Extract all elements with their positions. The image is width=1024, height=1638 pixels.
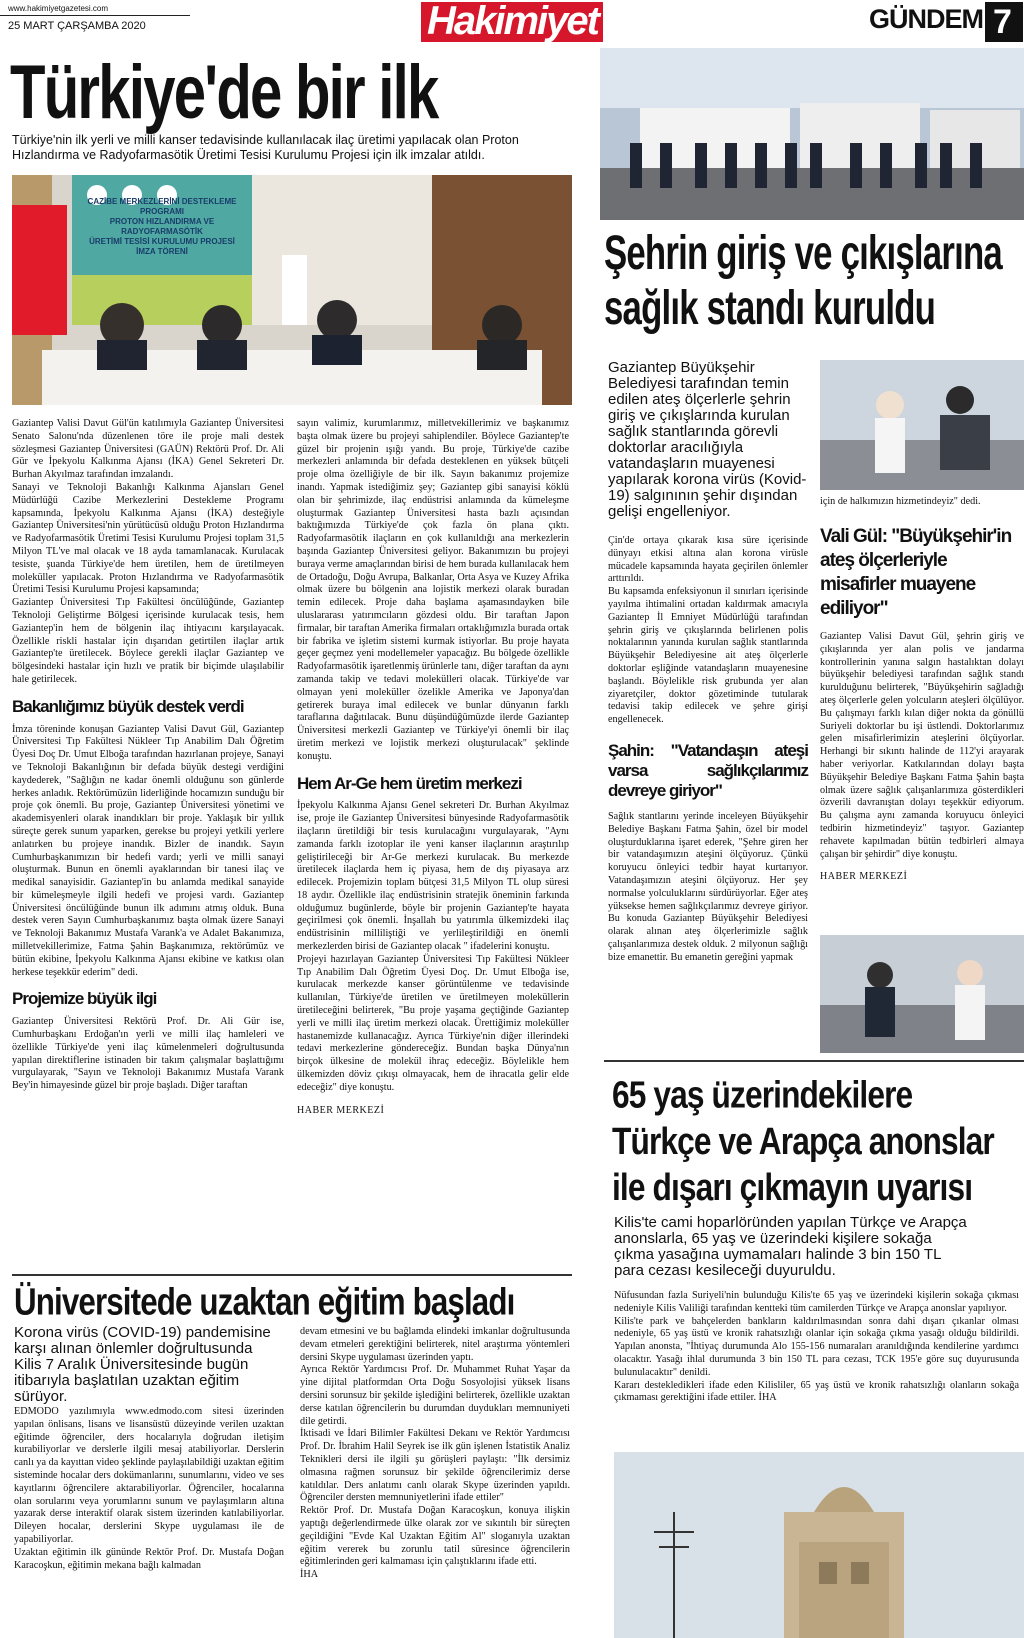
article1-photo [12, 175, 572, 405]
mosque-minaret-illustration [614, 1452, 1024, 1638]
article2-photo-bottom [820, 935, 1024, 1053]
article2-headline: Şehrin giriş ve çıkışlarına sağlık standı kuruldu [604, 226, 1002, 335]
photo-banner: CAZİBE MERKEZLERİNİ DESTEKLEME PROGRAMI PROTON HIZLANDIRMA VE RADYOFARMASÖTİK ÜRETİMİ TESİSİ KURULUMU PROJESİ İMZA TÖRENİ [87, 197, 237, 256]
page-number: 7 [993, 3, 1011, 41]
article1-subhead3: Hem Ar-Ge hem üretim merkezi [297, 773, 522, 793]
health-stand-group-illustration [600, 48, 1024, 220]
page-number-box [985, 2, 1023, 42]
article1-signature: HABER MERKEZİ [297, 1104, 385, 1116]
issue-date: 25 MART ÇARŞAMBA 2020 [8, 20, 146, 32]
section-name: GÜNDEM [869, 4, 983, 34]
article1-subhead1: Bakanlığımız büyük destek verdi [12, 696, 244, 716]
article-divider-right [604, 1060, 1024, 1062]
article2-subhead2: Vali Gül: "Büyükşehir'in ateş ölçerleriyle misafirler muayene ediliyor" [820, 526, 1012, 619]
article3-body: Nüfusundan fazla Suriyeli'nin bulunduğu Kilis'te 65 yaş ve üzerindeki kişilerin sokağa çıkması nedeniyle Kilis Valiliği tarafından kentteki tüm camilerden Türkçe ve Arapça anonslar yapılıyor. Kilis'te park ve bahçelerden bankların kaldırılmasından sonra dahi dışarı çıkanlar olması nedeniyle, 65 yaş üstü ve kronik rahatsızlığı olanlar için sokağa çıkma yasağı olduğu bildirildi. Yapılan anonsta, "İhtiyaç durumunda Alo 155-156 numaraları aranıldığında kendilerine yardımcı olacaktır. Yasağı ihlal durumunda 3 bin 150 TL para cezası, TCK 195'e göre suç duyurusunda bulunulacaktır" denildi. Kararı destekledikleri ifade eden Kilisliler, 65 yaş üstü ve kronik rahatsızlığı olanların sokağa çıkmaması gerektiğini ifade ettiler. İHA [614, 1290, 1019, 1404]
article4-column1: EDMODO yazılımıyla www.edmodo.com sitesi üzerinden yapılan önlisans, lisans ve lisansüstü düzeyinde verilen uzaktan eğitimde öğrenciler, ders hocalarıyla doğrudan iletişim kurabiliyorlar ve derslerle ilgili mesaj atabiliyorlar. Derslerin canlı ya da kayıttan video şeklinde paylaşılabildiği uzaktan eğitim sisteminde hocalar ders dokümanlarını, sunumlarını, video ve ses kayıtlarını öğrencilere aktarabiliyorlar. Öğrenciler, hocalarına olan sorularını veya yorumlarını sunum ve paylaşımların altına yazarak derse interaktif olarak sistem üzerinden katılabiliyorlar. Dileyen hocalar, derslerini Skype uygulaması ile de yapabiliyorlar. Uzaktan eğitimin ilk gününde Rektör Prof. Dr. Mustafa Doğan Karacoşkun, eğitimin mekana bağlı kalmadan [14, 1406, 284, 1571]
article2-photo-side [820, 360, 1024, 490]
article-divider [12, 1274, 572, 1276]
article1-lead: Türkiye'nin ilk yerli ve milli kanser tedavisinde kullanılacak ilaç üretimi yapılacak olan Proton Hızlandırma ve Radyofarmasötik Üretimi Tesisi Kurulumu Projesi için ilk imzalar atıldı. [12, 133, 519, 162]
article2-subhead1: Şahin: "Vatandaşın ateşi varsa sağlıkçılarımız devreye giriyor" [608, 740, 808, 800]
article3-lead: Kilis'te cami hoparlöründen yapılan Türkçe ve Arapça anonslarla, 65 yaş ve üzerindeki kişilere sokağa çıkma yasağına uymamaları halinde 3 bin 150 TL para cezası kesileceği duyuruldu. [614, 1214, 967, 1279]
article2-column2: Vali Gül: "Büyükşehir'in ateş ölçerleriyle misafirler muayene ediliyor" Gaziantep Valisi Davut Gül, şehrin giriş ve çıkışlarında yer alan polis ve jandarma kontrollerinin yanına salgın hastalıktan dolayı büyükşehir belediyesi tarafından sağlık standı kurulduğunu belirterek, "Büyükşehirin sağladığı ateş ölçerlerle gelen yolcuların ateşleri ölçülüyor. Bu çalışmayı farklı kılan diğer nokta da gönüllü Suriyeli doktorlar bu işi üstlendi. Doktorlarımız gelen misafirlerimizin ateşlerini ölçüyorlar. Herhangi bir sıkıntı halinde de 112'yi arayarak haber veriyorlar. Katkılarından dolayı başta Büyükşehir Belediye Başkanı Fatma Şahin başta olmak üzere sağlık çalışanlarımıza gösterdikleri özverili davranıştan dolayı teşekkür ediyorum. Bu çalışma aynı zamanda koruyucu önleyici tedbirin hizmetindeyiz" taşıyor. Gaziantep rehavete kapılmadan bütün tedbirleri almaya çalışan bir şehirdir" diye konuştu. HABER MERKEZİ [820, 526, 1024, 883]
article4-headline: Üniversitede uzaktan eğitim başladı [14, 1280, 515, 1324]
article1-column2: sayın valimiz, kurumlarımız, milletvekillerimiz ve başkanımız başta olmak üzere bu projeyi sahiplendiler. Böylece Gaziantep'te güzel bir projenin ışığı yandı. Bu proje, Türkiye'de cazibe merkezleri anlamında bir defada desteklenen en yüksek bütçeli proje olma özelliğiyle de bir ilk. Sayın bakanımız projemize inandı. Yapmak istediğimiz şey; Gaziantep gibi sanayisi köklü olan bir şehrimizde, ilaç endüstrisi anlamında da kümeleşme oluşturmak Gaziantep Üniversitesi hasta bazlı açısından baktığımızda Türkiye'de çok fazla ön plana çıktı. Radyofarmasötik ilaçların en çok kullanıldığı ana merkezlerin başında Gaziantep Üniversitesi geliyor. Bakanımızın bu projeyi buraya verme amaçlarından birisi de hem burada kullanılacak hem de Ortadoğu, Doğu Avrupa, Balkanlar, Orta Asya ve Kuzey Afrika olmak üzere bu bölgenin ana lojistik merkezi olarak buradan temin edilecek. Proje daha başlama aşamasındayken bile uluslararası yatırımcıların gözdesi oldu. Bir taraftan Japon firmalar, bir taraftan Amerika firmaları ortaklığımızla burada ortak bir fabrika ve işletim sistemi kurmak istiyorlar. Bu proje hayata geçer geçmez yeni modellemeler yapacağız. Bu bölgede özellikle Radyofarmasötik işaretlenmiş ürünlerle tanı, diğer taraftan da aynı zamanda takip ve tedavi molekülleri olacak. Türkiye'de var olmayan yeni moleküller özelikle Amerika ve Japonya'dan getirerek buraya imal edilecek ve bunlar dünyanın farklı taraflarına dağıtılacak. Bunu düşündüğümüzde ilerde Gaziantep Üniversitesi merkezli Gaziantep ve Türkiye'yi önemli bir ilaç üretim merkezi ve lojistik merkezi oluşturulacak" şeklinde konuştu. Hem Ar-Ge hem üretim merkezi İpekyolu Kalkınma Ajansı Genel sekreteri Dr. Burhan Akyılmaz ise, proje ile Gaziantep Üniversitesi bünyesinde Radyofarmasötik ilaçların üretildiği bir tesis kurulacağını vurgulayarak, "Aynı zamanda farklı izotoplar ile yeni kanser ilaçlarının araştırılıp geliştirileceği bir Ar-Ge merkezi kurulacak. Bu merkezde üretilecek ilaçlarda hem iç piyasa, hem de dış piyasaya arz edilecek. Projemizin toplam bütçesi 31,5 Milyon TL olup süresi 18 aydır. Özellikle ilaç endüstrisinin stratejik öneminin farkında olduğumuz bugünlerde, böyle bir projenin Gaziantep'te hayata geçirilmesi çok önemli. İnşallah bu yatırımla ülkemizdeki ilaç endüstrisinin milliliştiği ve yerlileştirildiği en önemli merkezlerden birisi de Gaziantep olacak " ifadelerini konuştu. Projeyi hazırlayan Gaziantep Üniversitesi Tıp Fakültesi Nükleer Tıp Anabilim Dalı Öğretim Üyesi Doç. Dr. Umut Elboğa ise, kurulacak merkezde kanser görüntülenme ve tedavisinde kullanılan, Türkiye'de üretilen ve üretilmeyen moleküllerin üretileceğini belirterek, "Bu proje yaşama geçtiğinde Gaziantep yerli ve milli ilaç üretim merkezi olacak. Ürettiğimiz moleküller hastanemizde kullanacağız. Ayrıca Türkiye'nin diğer illerindeki tedavi merkezlerine göndereceğiz. Bundan başka Dünya'nın birçok ülkesine de molekül ihraç edeceğiz. Böylelikle hem ülkemizden döviz çıkışı olmayacak, hem de ihracatla gelir elde edeceğiz" diye konuştu. HABER MERKEZİ [297, 418, 569, 1116]
article2-lead: Gaziantep Büyükşehir Belediyesi tarafından temin edilen ateş ölçerlerle şehrin giriş ve çıkışlarında kurulan sağlık stantlarında görevli doktorlar aracılığıyla vatandaşların muayenesi yapılarak korona virüs (Kovid-19) salgınının şehir dışından gelişi engelleniyor. [608, 359, 807, 520]
article3-photo [614, 1452, 1024, 1638]
article2-photo-caption: için de halkımızın hizmetindeyiz" dedi. [820, 496, 981, 507]
article1-subhead2: Projemize büyük ilgi [12, 989, 157, 1009]
newspaper-logo: Hakimiyet [427, 0, 598, 43]
article1-column1: Gaziantep Valisi Davut Gül'ün katılımıyla Gaziantep Üniversitesi Senato Salonu'nda düzenlenen töre ile proje mali destek sözleşmesi Gaziantep Üniversitesi (GAÜN) Rektörü Prof. Dr. Ali Gür ve İpekyolu Kalkınma Ajansı (İKA) Genel Sekreteri Dr. Burhan Akyılmaz tarafından imzalandı. Sanayi ve Teknoloji Bakanlığı Kalkınma Ajansları Genel Müdürlüğü Cazibe Merkezlerini Destekleme Programı kapsamında, İpekyolu Kalkınma Ajansı (İKA) desteğiyle Gaziantep Üniversitesi'nin yürütücüsü olduğu Proton Hızlandırma ve Radyofarmasötik Üretimi Tesisi Kurulumu Projesi toplam 31,5 Milyon TL've mal olacak ve 18 ayda tamamlanacak. Kurulacak tesiste, şuanda Türkiye'de hem üretilen, hem de üretilmeyen moleküller yapılacak. Proton Hızlandırma ve Radyofarmasötik Üretimi Tesisi Kurulumu Projesi kapsamında; Gaziantep Üniversitesi Tıp Fakültesi öncülüğünde, Gaziantep Teknoloji Geliştirme Bölgesi içerisinde kurulacak tesis, hem Gaziantep'in hem de bölgenin ilaç ihtiyacını karşılayacak. Özellikle riskli hastalar için dışarıdan getirtilen ilaçlar artık Gaziantep'te üretilecek. Böylece gerekli ilaçlar Gaziantep ve bölgesindeki hastalar için hızlı ve pratik bir biçimde ulaşılabilir hale getirilecek. Bakanlığımız büyük destek verdi İmza töreninde konuşan Gaziantep Valisi Davut Gül, Gaziantep Üniversitesi Tıp Fakültesi Nükleer Tıp Anabilim Dalı Öğretim Üyesi Doç Dr. Umut Elboğa tarafından hazırlanan projeye, Sanayi ve Teknoloji Bakanlığının bir defada büyük destegi verdiğini kaydederek, "Sağlığın ne kadar önemli olduğunu son günlerde herkes anladık. Rektörümüzün liderliğinde hocamızın sunduğu bir proje çok önemli. Bu proje, Gaziantep Üniversitesi yönetimi ve akademisyenleri olarak inandıkları bir proje. Yaklaşık bir yıllık süreçte gerek sunum yaparken, gerekse bu projeyi yetkili yerlere anlatırken bu projeye inandık. Bizler de inandık. Sayın Cumhurbaşkanımızın bir hedefi vardı; yerli ve milli sanayi oluşturmak. Bunun en önemli ayaklarından bir tanesi ilaç ve medikal sanayisidir. Gaziantep'in bu anlamda medikal sanayide bir kümeleşmeyle ilgili hedefi ve projesi vardı. Gaziantep Üniversitesi öncülüğünde bunun ilk adımını atmış olduk. Buna destek veren Sayın Cumhurbaşkanımız başta olmak üzere Sanayi ve Teknoloji Bakanımız Mustafa Varank'a ve Adalet Bakanımıza, milletvekillerimize, Fatma Şahin Başkanımıza, rektörümüz ve bütün ekibine, İpekyolu Kalkınma Ajansı ekibine ve katkısı olan herkese teşekkür ederim" dedi. Projemize büyük ilgi Gaziantep Üniversitesi Rektörü Prof. Dr. Ali Gür ise, Cumhurbaşkanı Erdoğan'ın yerli ve milli ilaç hamleleri ve özellikle Türkiye'de yeni ilaç kümelenmeleri doğrultusunda yapılan direktiflerine istinaden bir takım çalışmalar başlattığımı vurgulayarak, "Sayın ve Teknoloji Bakanımız Mustafa Varank Bey'in himayesinde güzel bir proje başladı. Diğer taraftan [12, 418, 284, 1092]
logo-box [421, 2, 603, 42]
article2-photo-top [600, 48, 1024, 220]
article2-column1: Çin'de ortaya çıkarak kısa süre içerisinde dünyayı etkisi altına alan korona virüsle mücadele kapsamında hayata geçirilen önlemler arttırıldı. Bu kapsamda enfeksiyonun il sınırları içerisinde yayılma ihtimalini ortadan kaldırmak amacıyla Gaziantep İl Emniyet Müdürlüğü tarafından şehrin giriş ve çıkışlarında belirlenen polis noktalarının yanında kurulan sağlık stantlarında Büyükşehir Belediyesine ait ateş ölçerlerle doktorlar eşliğinde vatandaşların muayenesine başlandı. Böylelikle risk grubunda yer alan ziyaretçiler, doktor gözetiminde tutularak tedavisi takip edilecek ve şehre girişi engellenecek. Şahin: "Vatandaşın ateşi varsa sağlıkçılarımız devreye giriyor" Sağlık stantlarını yerinde inceleyen Büyükşehir Belediye Başkanı Fatma Şahin, özel bir model oluşturduklarına işaret ederek, "Şehre giren her bir vatandaşımızın ateşini ölçüyoruz. Çünkü koruyucu önleyici tedbir hayat kurtarıyor. Vatandaşımızın ateşini ölçüyoruz. Her şey normalse yolculuklarını sürdürüyorlar. Eğer ateş yüksekse hemen sağlıkçılarımız devreye giriyor. Bu konuda Gaziantep Büyükşehir Belediyesi olarak alınan ateş ölçerlerimizle sağlık çalışanlarımıza destek olduk. 2 milyonun sağlığı bize emanettir. Bu emanetin gereğini yapmak [608, 535, 808, 963]
masthead-rule [0, 15, 190, 16]
article4-lead: Korona virüs (COVID-19) pandemisine karşı alınan önlemler doğrultusunda Kilis 7 Aralık Üniversitesinde bugün itibarıyla başlatılan uzaktan eğitim sürüyor. [14, 1324, 271, 1405]
article1-headline: Türkiye'de bir ilk [10, 49, 438, 135]
website-url[interactable]: www.hakimiyetgazetesi.com [8, 4, 109, 13]
police-checkpoint-illustration [820, 935, 1024, 1053]
temperature-check-illustration [820, 360, 1024, 490]
article2-signature: HABER MERKEZİ [820, 871, 908, 883]
article3-headline: 65 yaş üzerindekilere Türkçe ve Arapça anonslar ile dışarı çıkmayın uyarısı [612, 1073, 994, 1209]
article4-column2: devam etmesini ve bu bağlamda elindeki imkanlar doğrultusunda devam etmeleri gerektiğini belirterek, nitel araştırma yöntemleri dersini Skype uygulaması üzerinden yaptı. Ayrıca Rektör Yardımcısı Prof. Dr. Muhammet Ruhat Yaşar da yine dijital platformdan Orta Doğu Sosyolojisi yüksek lisans dersini sorunsuz bir şekilde işlediğini belirterek, özellikle uzaktan derse katılan öğrencilerin bu durumdan duydukları memnuniyeti dile getirdi. İktisadi ve İdari Bilimler Fakültesi Dekanı ve Rektör Yardımcısı Prof. Dr. İbrahim Halil Seyrek ise ilk gün işlenen İstatistik Analiz Teknikleri dersi ile ilgili şu görüşleri paylaştı: "İlk dersimiz olmasına rağmen sorunsuz bir şekilde öğrencilerimiz derse katıldılar. Ders anlatımı canlı olarak Skype üzerinden yapıldı. Öğrenciler dersten memnuniyetlerini ifade ettiler" Rektör Prof. Dr. Mustafa Doğan Karacoşkun, konuya ilişkin yaptığı değerlendirmede ülke olarak zor ve sıkıntılı bir süreçten geçildiğini "Evde Kal Uzaktan Eğitim Al" sloganıyla uzaktan eğitim vererek bu zorunlu tatil süresince öğrencilerin eğitimlerinden geri kalmaması için çalıştıklarını ifade etti. İHA [300, 1326, 570, 1581]
